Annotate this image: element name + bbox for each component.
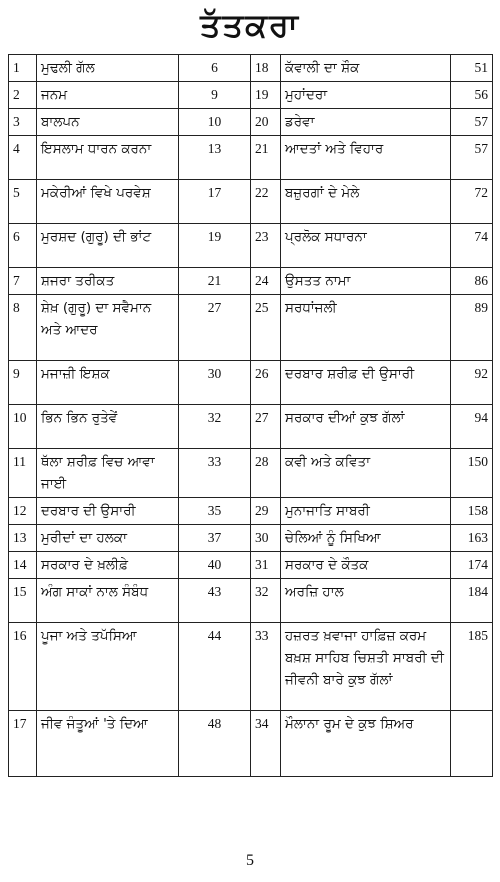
entry-title: ਪੂਜਾ ਅਤੇ ਤਪੱਸਿਆ (37, 623, 179, 711)
entry-title: ਮਜਾਜ਼ੀ ਇਸ਼ਕ (37, 361, 179, 405)
entry-title: ਮੁਰੀਦਾਂ ਦਾ ਹਲਕਾ (37, 525, 179, 552)
entry-page: 94 (451, 405, 493, 449)
entry-title: ਮਕੇਰੀਆਂ ਵਿਖੇ ਪਰਵੇਸ਼ (37, 180, 179, 224)
toc-row (9, 579, 493, 623)
entry-number: 1 (9, 55, 37, 82)
entry-page: 158 (451, 498, 493, 525)
entry-title: ਮੁਢਲੀ ਗੱਲ (37, 55, 179, 82)
entry-title: ਪ੍ਰਲੋਕ ਸਧਾਰਨਾ (281, 224, 451, 268)
entry-number: 34 (251, 711, 281, 777)
entry-title: ਅੰਗ ਸਾਕਾਂ ਨਾਲ ਸੰਬੰਧ (37, 579, 179, 623)
entry-title: ਮੌਲਾਨਾ ਰੂਮ ਦੇ ਕੁਝ ਸ਼ਿਅਰ (281, 711, 451, 777)
entry-page: 30 (179, 361, 251, 405)
entry-number: 9 (9, 361, 37, 405)
entry-number: 15 (9, 579, 37, 623)
page-number: 5 (246, 852, 254, 869)
toc-row (9, 180, 493, 224)
entry-number: 4 (9, 136, 37, 180)
entry-page: 37 (179, 525, 251, 552)
entry-number: 27 (251, 405, 281, 449)
entry-title: ਮੁਹਾਂਦਰਾ (281, 82, 451, 109)
entry-number: 32 (251, 579, 281, 623)
entry-number: 16 (9, 623, 37, 711)
entry-title: ਸਰਕਾਰ ਦੇ ਖ਼ਲੀਫ਼ੇ (37, 552, 179, 579)
entry-page: 10 (179, 109, 251, 136)
entry-number: 11 (9, 449, 37, 498)
entry-page: 92 (451, 361, 493, 405)
entry-page: 6 (179, 55, 251, 82)
entry-page: 184 (451, 579, 493, 623)
entry-title: ਸ਼ਜਰਾ ਤਰੀਕਤ (37, 268, 179, 295)
entry-number: 18 (251, 55, 281, 82)
entry-number: 23 (251, 224, 281, 268)
entry-title: ਇਸਲਾਮ ਧਾਰਨ ਕਰਨਾ (37, 136, 179, 180)
entry-number: 20 (251, 109, 281, 136)
entry-number: 3 (9, 109, 37, 136)
entry-title: ਕੱਵਾਲੀ ਦਾ ਸ਼ੌਕ (281, 55, 451, 82)
entry-title: ਸਰਧਾਂਜਲੀ (281, 295, 451, 361)
entry-title: ਸਰਕਾਰ ਦੇ ਕੌਤਕ (281, 552, 451, 579)
entry-number: 21 (251, 136, 281, 180)
toc-row (9, 109, 493, 136)
toc-row (9, 268, 493, 295)
entry-number: 30 (251, 525, 281, 552)
toc-row (9, 498, 493, 525)
entry-page: 51 (451, 55, 493, 82)
entry-title: ਮੁਰਸ਼ਦ (ਗੁਰੂ) ਦੀ ਭਾਂਟ (37, 224, 179, 268)
entry-page: 13 (179, 136, 251, 180)
entry-page: 35 (179, 498, 251, 525)
entry-number: 7 (9, 268, 37, 295)
entry-number: 33 (251, 623, 281, 711)
entry-page: 21 (179, 268, 251, 295)
entry-number: 31 (251, 552, 281, 579)
entry-number: 5 (9, 180, 37, 224)
entry-page: 86 (451, 268, 493, 295)
entry-title: ਅਰਜ਼ਿ ਹਾਲ (281, 579, 451, 623)
entry-page: 174 (451, 552, 493, 579)
entry-page: 33 (179, 449, 251, 498)
entry-number: 13 (9, 525, 37, 552)
entry-number: 22 (251, 180, 281, 224)
toc-row (9, 623, 493, 711)
entry-number: 19 (251, 82, 281, 109)
entry-title: ਮੁਨਾਜਾਤਿ ਸਾਬਰੀ (281, 498, 451, 525)
toc-row (9, 405, 493, 449)
entry-number: 28 (251, 449, 281, 498)
entry-title: ਬਾਲਪਨ (37, 109, 179, 136)
entry-number: 25 (251, 295, 281, 361)
entry-number: 14 (9, 552, 37, 579)
entry-title: ਡਰੇਵਾ (281, 109, 451, 136)
entry-title: ਦਰਬਾਰ ਸ਼ਰੀਫ਼ ਦੀ ਉਸਾਰੀ (281, 361, 451, 405)
toc-row (9, 361, 493, 405)
toc-row (9, 136, 493, 180)
entry-page: 163 (451, 525, 493, 552)
entry-number: 29 (251, 498, 281, 525)
toc-row (9, 55, 493, 82)
page-title: ਤੱਤਕਰਾ (200, 6, 300, 44)
table-of-contents (8, 54, 493, 777)
entry-page: 40 (179, 552, 251, 579)
entry-page (451, 711, 493, 777)
entry-page: 9 (179, 82, 251, 109)
entry-title: ਉਸਤਤ ਨਾਮਾ (281, 268, 451, 295)
entry-page: 74 (451, 224, 493, 268)
entry-title: ਜੀਵ ਜੰਤੂਆਂ 'ਤੇ ਦਿਆ (37, 711, 179, 777)
entry-page: 57 (451, 109, 493, 136)
toc-row (9, 82, 493, 109)
entry-title: ਕਵੀ ਅਤੇ ਕਵਿਤਾ (281, 449, 451, 498)
toc-row (9, 449, 493, 498)
entry-title: ਚੇਲਿਆਂ ਨੂੰ ਸਿਖਿਆ (281, 525, 451, 552)
entry-page: 27 (179, 295, 251, 361)
toc-row (9, 525, 493, 552)
toc-row (9, 295, 493, 361)
entry-title: ਦਰਬਾਰ ਦੀ ਉਸਾਰੀ (37, 498, 179, 525)
entry-page: 89 (451, 295, 493, 361)
toc-row (9, 224, 493, 268)
entry-page: 43 (179, 579, 251, 623)
entry-title: ਆਦਤਾਂ ਅਤੇ ਵਿਹਾਰ (281, 136, 451, 180)
entry-page: 17 (179, 180, 251, 224)
entry-title: ਭਿਨ ਭਿਨ ਰੁਤੇਵੇਂ (37, 405, 179, 449)
entry-page: 150 (451, 449, 493, 498)
entry-page: 44 (179, 623, 251, 711)
entry-number: 12 (9, 498, 37, 525)
entry-title: ਸ਼ੇਖ਼ (ਗੁਰੂ) ਦਾ ਸਵੈਮਾਨ ਅਤੇ ਆਦਰ (37, 295, 179, 361)
entry-number: 10 (9, 405, 37, 449)
entry-title: ਸਰਕਾਰ ਦੀਆਂ ਕੁਝ ਗੱਲਾਂ (281, 405, 451, 449)
entry-title: ਥੱਲਾ ਸ਼ਰੀਫ਼ ਵਿਚ ਆਵਾ ਜਾਈ (37, 449, 179, 498)
entry-number: 24 (251, 268, 281, 295)
entry-page: 32 (179, 405, 251, 449)
entry-number: 6 (9, 224, 37, 268)
entry-page: 19 (179, 224, 251, 268)
entry-title: ਹਜ਼ਰਤ ਖ਼ਵਾਜਾ ਹਾਫ਼ਿਜ਼ ਕਰਮ ਬਖ਼ਸ਼ ਸਾਹਿਬ ਚਿਸ਼ਤੀ ਸਾਬਰੀ ਦੀ ਜੀਵਨੀ ਬਾਰੇ ਕੁਝ ਗੱਲਾਂ (281, 623, 451, 711)
entry-page: 57 (451, 136, 493, 180)
entry-page: 56 (451, 82, 493, 109)
entry-title: ਜਨਮ (37, 82, 179, 109)
entry-number: 17 (9, 711, 37, 777)
entry-title: ਬਜ਼ੁਰਗਾਂ ਦੇ ਮੇਲੇ (281, 180, 451, 224)
entry-page: 185 (451, 623, 493, 711)
entry-number: 8 (9, 295, 37, 361)
entry-page: 72 (451, 180, 493, 224)
entry-page: 48 (179, 711, 251, 777)
toc-row (9, 711, 493, 777)
entry-number: 2 (9, 82, 37, 109)
entry-number: 26 (251, 361, 281, 405)
toc-row (9, 552, 493, 579)
